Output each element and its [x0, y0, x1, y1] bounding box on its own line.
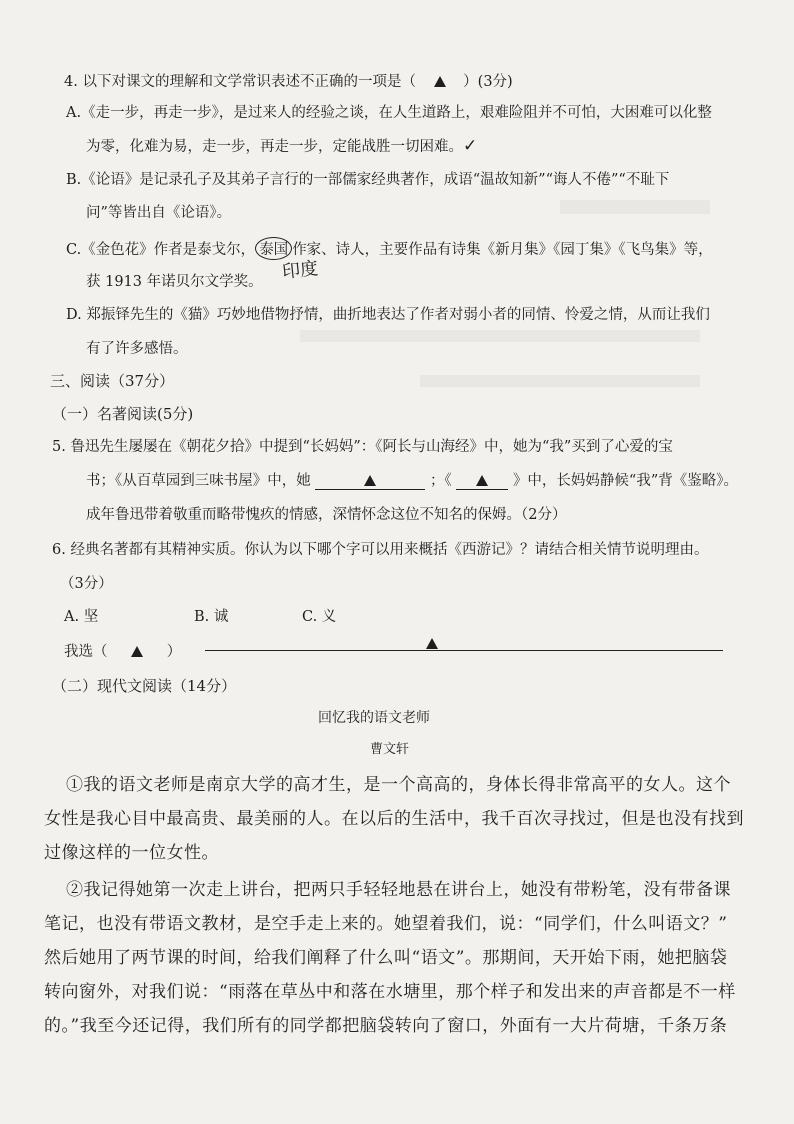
q4-option-c-text-a: C.《金色花》作者是泰戈尔， [66, 242, 256, 258]
paragraph-2-line1: ②我记得她第一次走上讲台，把两只手轻轻地悬在讲台上，她没有带粉笔，没有带备课 [66, 880, 731, 900]
q4-option-c-text-b: 作家、诗人，主要作品有诗集《新月集》《园丁集》《飞鸟集》等， [292, 242, 713, 258]
q4-option-a-text: 为零，化难为易，走一步，再走一步，定能战胜一切困难。 [86, 139, 463, 155]
q4-option-c-line1 [66, 237, 713, 260]
article-title: 回忆我的语文老师 [318, 710, 430, 726]
q5-blank-2[interactable] [456, 473, 508, 490]
q4-score: ）(3分) [463, 74, 513, 90]
subsection-heading: （二）现代文阅读（14分） [52, 677, 237, 695]
q5-text-c: 》中，长妈妈静候“我”背《鉴略》。 [512, 473, 739, 489]
q4-stem-text: 4. 以下对课文的理解和文学常识表述不正确的一项是（ [64, 74, 416, 90]
paragraph-1-line3: 过像这样的一位女性。 [44, 843, 219, 863]
triangle-icon [476, 475, 488, 486]
bleed-through-mark [560, 200, 710, 214]
bleed-through-mark [300, 330, 700, 342]
q4-option-b-line2: 问”等皆出自《论语》。 [86, 205, 232, 221]
q4-option-c-line2: 获 1913 年诺贝尔文学奖。 [86, 274, 263, 290]
subsection-heading: （一）名著阅读(5分) [52, 405, 194, 423]
q5-line2 [86, 469, 738, 490]
q6-line1: 6. 经典名著都有其精神实质。你认为以下哪个字可以用来概括《西游记》？请结合相关情节说明理由。 [52, 542, 709, 558]
q4-option-d-line1: D. 郑振铎先生的《猫》巧妙地借物抒情，曲折地表达了作者对弱小者的同情、怜爱之情，从而让我们 [66, 307, 710, 323]
q4-stem [64, 70, 513, 91]
q6-option-a[interactable]: A. 坚 [64, 609, 99, 625]
paragraph-1-line1: ①我的语文老师是南京大学的高才生，是一个高高的，身体长得非常高平的女人。这个 [66, 775, 731, 795]
q6-choose-label: 我选（ [64, 644, 108, 660]
q6-choice-slot[interactable] [112, 644, 162, 660]
triangle-icon [426, 638, 438, 649]
q6-choice-line [64, 640, 181, 661]
paragraph-2-line4: 转向窗外，对我们说：“雨落在草丛中和落在水塘里，那个样子和发出来的声音都是不一样 [44, 982, 736, 1002]
paragraph-2-line2: 笔记，也没有带语文教材，是空手走上来的。她望着我们，说：“同学们，什么叫语文？” [44, 914, 728, 934]
q6-answer-line[interactable] [205, 650, 723, 651]
q4-option-d-line2: 有了许多感悟。 [86, 341, 188, 357]
bleed-through-mark [420, 375, 700, 387]
q4-option-a-line2 [86, 135, 477, 156]
q5-text-a: 书；《从百草园到三味书屋》中，她 [86, 473, 311, 489]
q6-option-c[interactable]: C. 义 [302, 609, 337, 625]
q4-option-a-line1: A.《走一步，再走一步》，是过来人的经验之谈，在人生道路上，艰难险阻并不可怕，大困难可以化整 [66, 105, 712, 121]
q5-blank-1[interactable] [315, 473, 425, 490]
article-author: 曹文轩 [370, 742, 410, 757]
triangle-icon [131, 646, 143, 657]
checkmark-icon: ✓ [463, 136, 478, 156]
paragraph-2-line5: 的。”我至今还记得，我们所有的同学都把脑袋转向了窗口，外面有一大片荷塘，千条万条 [44, 1016, 728, 1036]
paragraph-2-line3: 然后她用了两节课的时间，给我们阐释了什么叫“语文”。那期间，天开始下雨，她把脑袋 [44, 948, 728, 968]
handwritten-correction: 印度 [281, 258, 320, 283]
circled-word: 泰国 [255, 237, 292, 260]
q5-text-b: ；《 [429, 473, 452, 489]
triangle-icon [434, 76, 446, 87]
triangle-icon [364, 475, 376, 486]
q5-line1: 5. 鲁迅先生屡屡在《朝花夕拾》中提到“长妈妈”：《阿长与山海经》中，她为“我”买到了心爱的宝 [52, 439, 673, 455]
q6-score: （3分） [60, 576, 113, 592]
q6-choose-end: ） [166, 644, 182, 660]
q5-line3: 成年鲁迅带着敬重而略带愧疚的情感，深情怀念这位不知名的保姆。（2分） [86, 507, 567, 523]
q4-option-b-line1: B.《论语》是记录孔子及其弟子言行的一部儒家经典著作，成语“温故知新”“诲人不倦”“不耻下 [66, 172, 670, 188]
answer-slot[interactable] [421, 74, 459, 90]
section-heading: 三、阅读（37分） [50, 372, 175, 390]
q6-option-b[interactable]: B. 诚 [194, 609, 229, 625]
paragraph-1-line2: 女性是我心目中最高贵、最美丽的人。在以后的生活中，我千百次寻找过，但是也没有找到 [44, 809, 744, 829]
